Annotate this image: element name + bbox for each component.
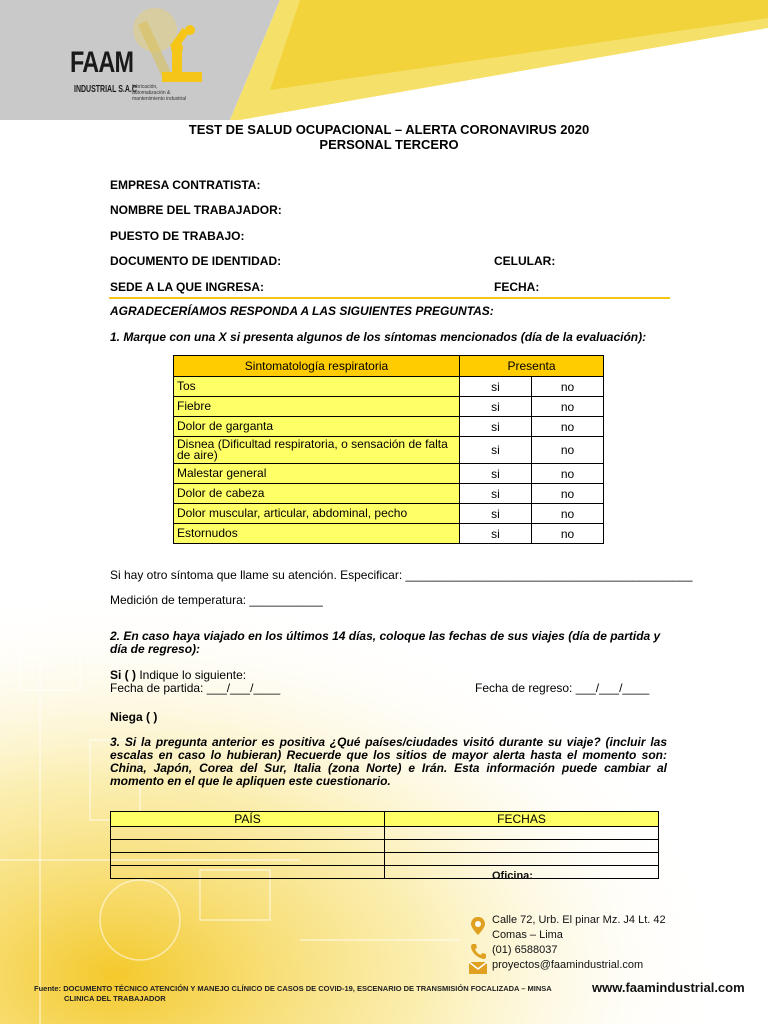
- no-cell[interactable]: no: [532, 524, 604, 544]
- si-cell[interactable]: si: [460, 504, 532, 524]
- sede-label: SEDE A LA QUE INGRESA:: [110, 280, 265, 294]
- separator-line: [109, 297, 670, 299]
- table-row: [174, 504, 604, 524]
- no-cell[interactable]: no: [532, 377, 604, 397]
- table-row: [111, 840, 659, 853]
- no-cell[interactable]: no: [532, 417, 604, 437]
- source-note: [34, 984, 552, 1004]
- symptom-label: Dolor de garganta: [174, 417, 460, 437]
- nombre-label: NOMBRE DEL TRABAJADOR:: [110, 203, 282, 217]
- mail-icon: [468, 961, 488, 975]
- symptom-label: Malestar general: [174, 464, 460, 484]
- symptoms-table: [173, 355, 604, 544]
- table-header-row: [174, 356, 604, 377]
- niega-option[interactable]: Niega ( ): [110, 710, 158, 724]
- countries-table: [110, 811, 659, 879]
- table-row: [174, 464, 604, 484]
- office-address-1: Calle 72, Urb. El pinar Mz. J4 Lt. 42: [492, 914, 666, 926]
- pais-cell[interactable]: [111, 840, 385, 853]
- si-cell[interactable]: si: [460, 437, 532, 464]
- fecha-partida-field[interactable]: Fecha de partida: ___/___/____: [110, 681, 281, 695]
- company-logo: [62, 40, 222, 120]
- documento-label: DOCUMENTO DE IDENTIDAD:: [110, 254, 282, 268]
- si-cell[interactable]: si: [460, 484, 532, 504]
- question-1: 1. Marque con una X si presenta algunos de los síntomas mencionados (día de la evaluación):: [110, 330, 647, 344]
- otro-sintoma-field[interactable]: Si hay otro síntoma que llame su atención. Especificar: ___________________________________________: [110, 568, 693, 582]
- header-fechas: FECHAS: [385, 812, 659, 827]
- symptom-label: Disnea (Dificultad respiratoria, o sensación de falta de aire): [174, 437, 460, 464]
- no-cell[interactable]: no: [532, 504, 604, 524]
- pais-cell[interactable]: [111, 827, 385, 840]
- pais-cell[interactable]: [111, 853, 385, 866]
- symptom-label: Estornudos: [174, 524, 460, 544]
- si-text: Indique lo siguiente:: [136, 668, 247, 682]
- empresa-label: EMPRESA CONTRATISTA:: [110, 178, 261, 192]
- no-cell[interactable]: no: [532, 464, 604, 484]
- document-subtitle: PERSONAL TERCERO: [319, 137, 459, 152]
- puesto-label: PUESTO DE TRABAJO:: [110, 229, 245, 243]
- fechas-cell[interactable]: [385, 840, 659, 853]
- symptom-label: Dolor muscular, articular, abdominal, pecho: [174, 504, 460, 524]
- table-row: [174, 377, 604, 397]
- si-cell[interactable]: si: [460, 464, 532, 484]
- si-cell[interactable]: si: [460, 524, 532, 544]
- header-pais: PAÍS: [111, 812, 385, 827]
- logo-tagline: fabricación, automatización & mantenimiento industrial: [132, 84, 187, 102]
- pais-cell[interactable]: [111, 866, 385, 879]
- table-header-row: [111, 812, 659, 827]
- office-email[interactable]: proyectos@faamindustrial.com: [492, 959, 644, 971]
- fechas-cell[interactable]: [385, 853, 659, 866]
- question-2: 2. En caso haya viajado en los últimos 14 días, coloque las fechas de sus viajes (día de partida y día de regreso):: [110, 629, 661, 656]
- header-symptoms: Sintomatología respiratoria: [174, 356, 460, 377]
- table-row: [111, 866, 659, 879]
- logo-name: FAAM: [70, 46, 134, 79]
- table-row: [174, 437, 604, 464]
- website-link[interactable]: www.faamindustrial.com: [592, 980, 745, 995]
- office-title: Oficina:: [492, 870, 533, 882]
- symptom-label: Tos: [174, 377, 460, 397]
- phone-icon: [470, 943, 486, 959]
- si-label: Si ( ): [110, 668, 136, 682]
- source-line-1: DOCUMENTO TÉCNICO ATENCIÓN Y MANEJO CLÍNICO DE CASOS DE COVID-19, ESCENARIO DE TRANSMISIÓN FOCALIZADA – MINSA: [63, 984, 552, 993]
- temperatura-field[interactable]: Medición de temperatura: ___________: [110, 593, 323, 607]
- source-label: Fuente:: [34, 984, 62, 993]
- symptom-label: Dolor de cabeza: [174, 484, 460, 504]
- si-option[interactable]: [110, 668, 246, 682]
- intro-text: AGRADECERÍAMOS RESPONDA A LAS SIGUIENTES PREGUNTAS:: [110, 304, 494, 318]
- no-cell[interactable]: no: [532, 484, 604, 504]
- robot-arm-icon: [157, 20, 207, 85]
- location-pin-icon: [470, 916, 486, 936]
- si-cell[interactable]: si: [460, 397, 532, 417]
- table-row: [174, 484, 604, 504]
- celular-label: CELULAR:: [494, 254, 556, 268]
- fechas-cell[interactable]: [385, 827, 659, 840]
- office-phone: (01) 6588037: [492, 944, 558, 956]
- no-cell[interactable]: no: [532, 397, 604, 417]
- si-cell[interactable]: si: [460, 417, 532, 437]
- table-row: [174, 417, 604, 437]
- question-3: 3. Si la pregunta anterior es positiva ¿Qué países/ciudades visitó durante su viaje? (incluir las escalas en caso lo hubieran) Recuerde que los sitios de mayor alerta hasta el momento son: China, Japón, Corea del Sur, Italia (zona Norte) e Irán. Esta información puede cambiar al momento en el que le apliquen este cuestionario.: [110, 735, 667, 788]
- document-title: TEST DE SALUD OCUPACIONAL – ALERTA CORONAVIRUS 2020: [188, 122, 590, 137]
- si-cell[interactable]: si: [460, 377, 532, 397]
- source-line-2: CLINICA DEL TRABAJADOR: [64, 994, 166, 1003]
- symptom-label: Fiebre: [174, 397, 460, 417]
- fecha-regreso-field[interactable]: Fecha de regreso: ___/___/____: [475, 681, 650, 695]
- table-row: [111, 827, 659, 840]
- no-cell[interactable]: no: [532, 437, 604, 464]
- logo-subtitle: INDUSTRIAL S.A.C: [74, 84, 137, 95]
- fecha-label: FECHA:: [494, 280, 540, 294]
- header-presenta: Presenta: [460, 356, 604, 377]
- table-row: [174, 524, 604, 544]
- office-address-2: Comas – Lima: [492, 929, 563, 941]
- table-row: [111, 853, 659, 866]
- table-row: [174, 397, 604, 417]
